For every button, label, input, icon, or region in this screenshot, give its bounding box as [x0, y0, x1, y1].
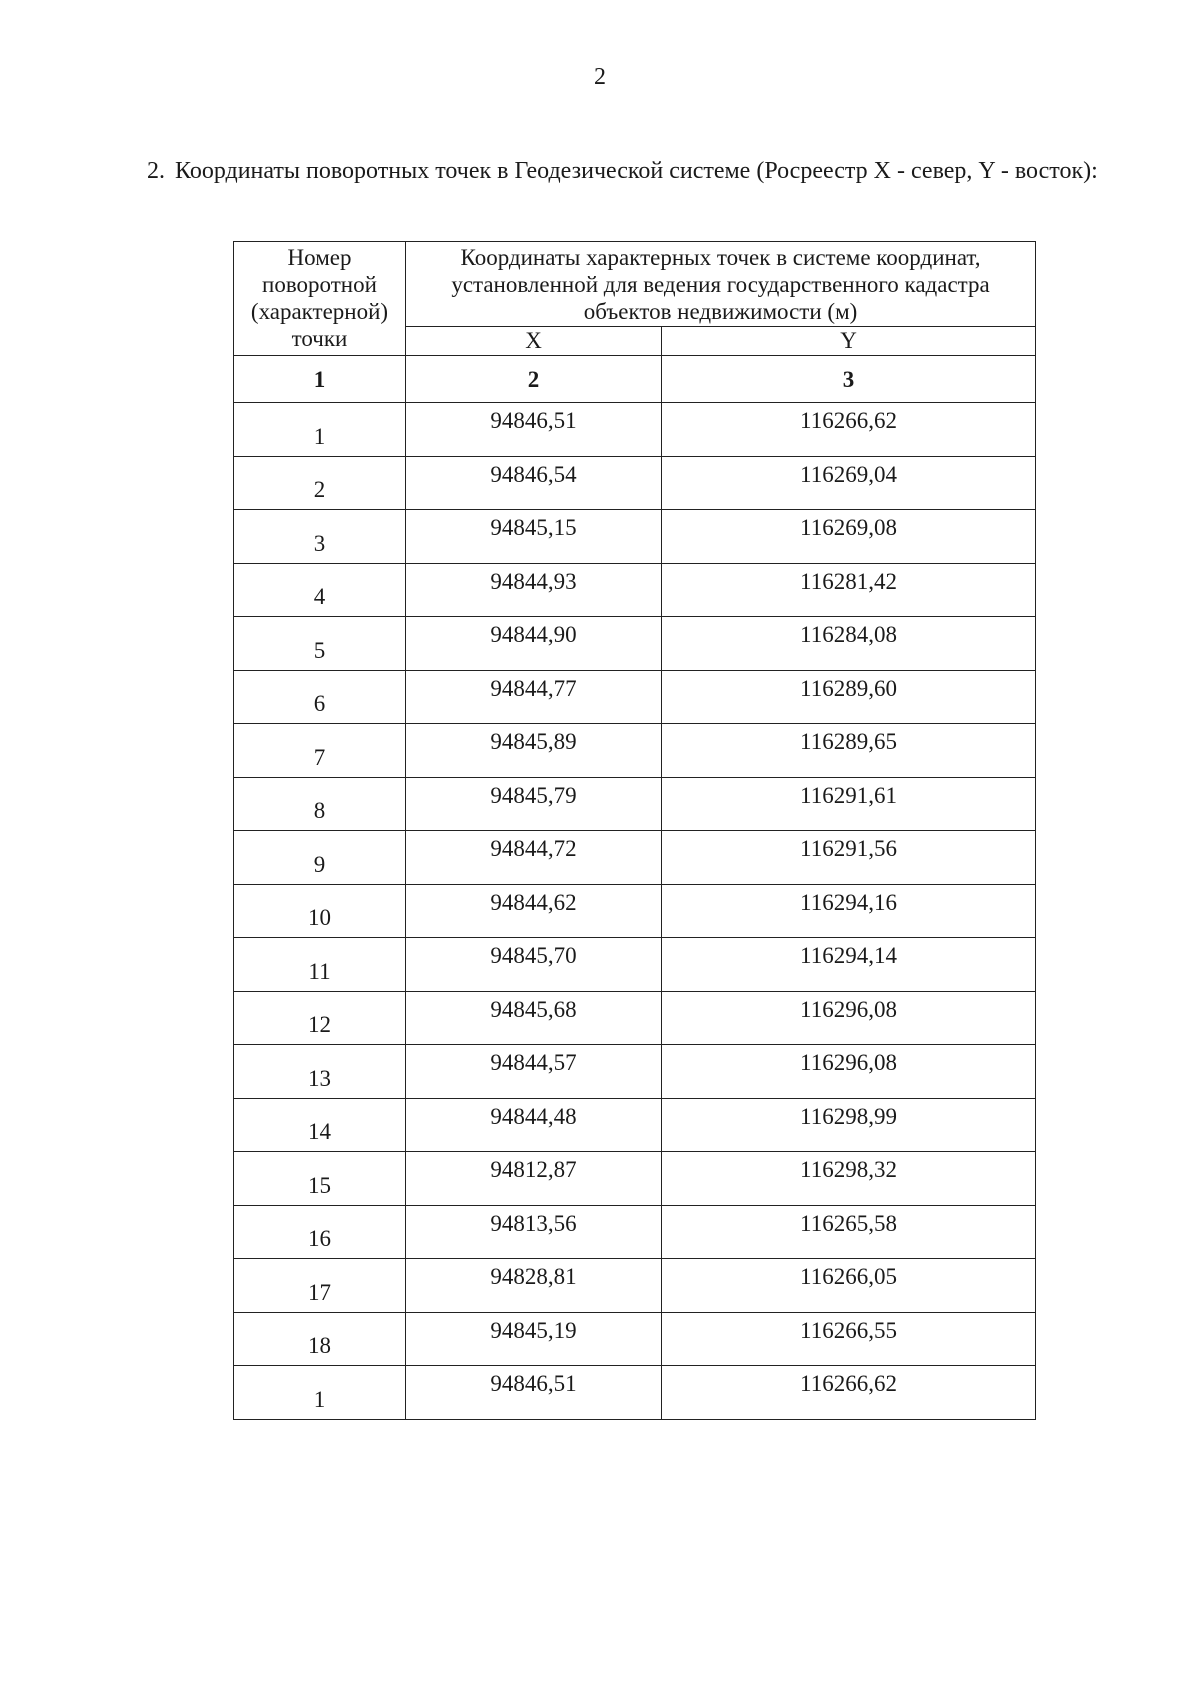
coords-header-line: установленной для ведения государственного кадастра [451, 272, 990, 297]
table-row [234, 1045, 1036, 1099]
x-coordinate-cell: 94812,87 [406, 1152, 662, 1206]
y-coordinate-cell: 116265,58 [662, 1205, 1036, 1259]
x-coordinate-cell: 94845,79 [406, 777, 662, 831]
x-coordinate-cell: 94813,56 [406, 1205, 662, 1259]
y-coordinate-cell: 116266,05 [662, 1259, 1036, 1313]
table-row [234, 617, 1036, 671]
section-title: Координаты поворотных точек в Геодезической системе (Росреестр X - север, Y - восток): [175, 158, 1098, 184]
point-number-cell: 10 [234, 884, 406, 938]
page-number: 2 [594, 64, 606, 90]
x-coordinate-cell: 94845,70 [406, 938, 662, 992]
point-number-cell: 8 [234, 777, 406, 831]
table-row [234, 938, 1036, 992]
point-number-cell: 1 [234, 403, 406, 457]
x-coordinate-cell: 94844,77 [406, 670, 662, 724]
y-coordinate-cell: 116281,42 [662, 563, 1036, 617]
y-coordinate-cell: 116266,62 [662, 1366, 1036, 1420]
x-coordinate-cell: 94844,48 [406, 1098, 662, 1152]
column-number: 2 [406, 356, 662, 403]
y-coordinate-cell: 116294,16 [662, 884, 1036, 938]
y-coordinate-cell: 116266,55 [662, 1312, 1036, 1366]
table-row [234, 1366, 1036, 1420]
point-number-cell: 3 [234, 510, 406, 564]
table-row [234, 563, 1036, 617]
coords-column-header [406, 242, 1036, 327]
y-coordinate-cell: 116296,08 [662, 991, 1036, 1045]
x-coordinate-cell: 94845,19 [406, 1312, 662, 1366]
point-number-cell: 9 [234, 831, 406, 885]
point-number-cell: 15 [234, 1152, 406, 1206]
column-number-row [234, 356, 1036, 403]
point-number-cell: 18 [234, 1312, 406, 1366]
point-number-cell: 4 [234, 563, 406, 617]
y-coordinate-cell: 116269,08 [662, 510, 1036, 564]
point-header-line: точки [291, 326, 348, 351]
point-header-line: поворотной [262, 272, 377, 297]
y-coordinate-cell: 116298,32 [662, 1152, 1036, 1206]
point-number-cell: 16 [234, 1205, 406, 1259]
x-coordinate-cell: 94844,93 [406, 563, 662, 617]
table-row [234, 724, 1036, 778]
point-number-cell: 13 [234, 1045, 406, 1099]
table-row [234, 777, 1036, 831]
point-number-cell: 14 [234, 1098, 406, 1152]
y-coordinate-cell: 116291,61 [662, 777, 1036, 831]
x-coordinate-cell: 94828,81 [406, 1259, 662, 1313]
table-row [234, 1205, 1036, 1259]
point-number-cell: 12 [234, 991, 406, 1045]
y-coordinate-cell: 116289,60 [662, 670, 1036, 724]
table-row [234, 831, 1036, 885]
x-column-header: X [406, 327, 662, 356]
table-row [234, 403, 1036, 457]
y-coordinate-cell: 116291,56 [662, 831, 1036, 885]
x-coordinate-cell: 94844,90 [406, 617, 662, 671]
y-coordinate-cell: 116284,08 [662, 617, 1036, 671]
point-number-cell: 11 [234, 938, 406, 992]
x-coordinate-cell: 94846,54 [406, 456, 662, 510]
point-number-cell: 1 [234, 1366, 406, 1420]
coords-header-line: объектов недвижимости (м) [583, 299, 858, 324]
y-coordinate-cell: 116298,99 [662, 1098, 1036, 1152]
x-coordinate-cell: 94844,62 [406, 884, 662, 938]
column-number: 1 [234, 356, 406, 403]
y-coordinate-cell: 116289,65 [662, 724, 1036, 778]
point-number-cell: 17 [234, 1259, 406, 1313]
x-coordinate-cell: 94845,89 [406, 724, 662, 778]
table-row [234, 456, 1036, 510]
x-coordinate-cell: 94844,57 [406, 1045, 662, 1099]
table-row [234, 670, 1036, 724]
y-coordinate-cell: 116294,14 [662, 938, 1036, 992]
x-coordinate-cell: 94846,51 [406, 403, 662, 457]
section-heading [147, 158, 1098, 185]
point-number-cell: 2 [234, 456, 406, 510]
table-row [234, 1312, 1036, 1366]
table-row [234, 1152, 1036, 1206]
table-row [234, 1098, 1036, 1152]
x-coordinate-cell: 94844,72 [406, 831, 662, 885]
point-header-line: Номер [287, 245, 352, 270]
section-number: 2. [147, 158, 165, 184]
table-row [234, 510, 1036, 564]
point-number-cell: 5 [234, 617, 406, 671]
table-header-row [234, 242, 1036, 327]
point-number-cell: 7 [234, 724, 406, 778]
y-coordinate-cell: 116269,04 [662, 456, 1036, 510]
y-column-header: Y [662, 327, 1036, 356]
point-header-line: (характерной) [250, 299, 389, 324]
y-coordinate-cell: 116266,62 [662, 403, 1036, 457]
y-coordinate-cell: 116296,08 [662, 1045, 1036, 1099]
point-number-cell: 6 [234, 670, 406, 724]
point-column-header [234, 242, 406, 356]
x-coordinate-cell: 94845,15 [406, 510, 662, 564]
x-coordinate-cell: 94845,68 [406, 991, 662, 1045]
x-coordinate-cell: 94846,51 [406, 1366, 662, 1420]
table-row [234, 991, 1036, 1045]
table-row [234, 1259, 1036, 1313]
column-number: 3 [662, 356, 1036, 403]
coordinates-table [233, 241, 1036, 1420]
coords-header-line: Координаты характерных точек в системе координат, [460, 245, 981, 270]
table-row [234, 884, 1036, 938]
